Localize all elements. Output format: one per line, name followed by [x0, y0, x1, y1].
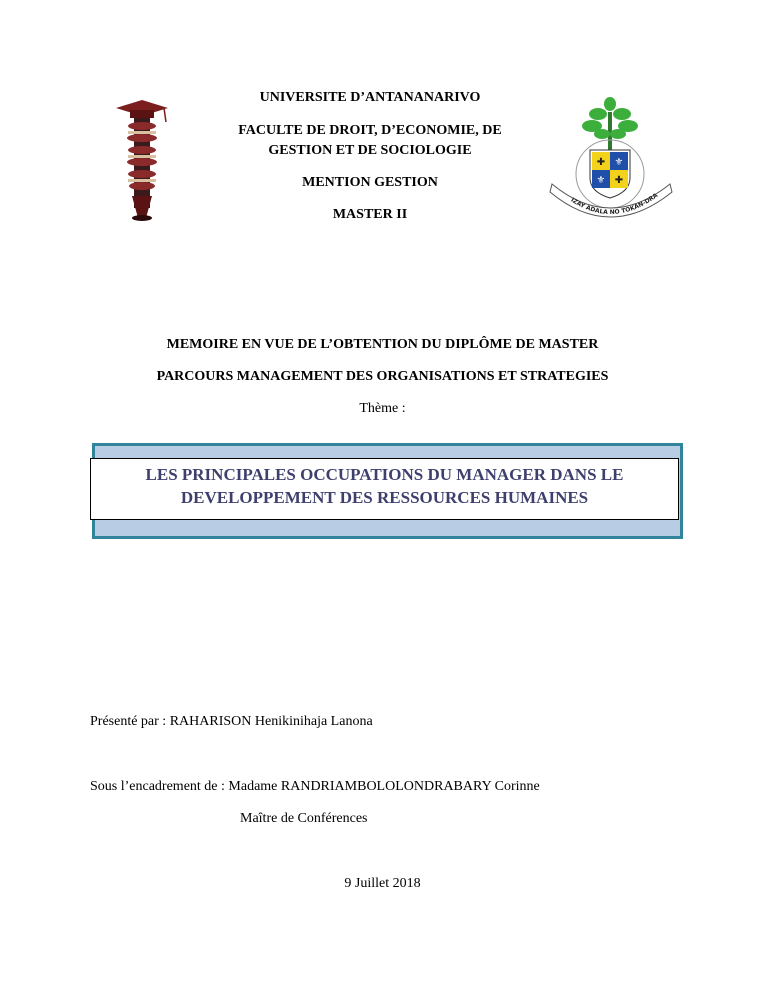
mention: MENTION GESTION [302, 175, 438, 190]
theme-title-line1: LES PRINCIPALES OCCUPATIONS DU MANAGER DANS LE [145, 465, 624, 484]
level: MASTER II [332, 207, 408, 222]
supervision: Sous l’encadrement de : Madame RANDRIAMBOLOLONDRABARY Corinne [90, 779, 540, 794]
theme-title-line2: DEVELOPPEMENT DES RESSOURCES HUMAINES [180, 488, 589, 507]
university-name: UNIVERSITE D’ANTANANARIVO [259, 90, 481, 105]
faculty-name-line1: FACULTE DE DROIT, D’ECONOMIE, DE [238, 123, 502, 138]
supervisor-title: Maître de Conférences [240, 811, 368, 826]
parcours-title: PARCOURS MANAGEMENT DES ORGANISATIONS ET STRATEGIES [156, 369, 609, 384]
university-emblem-icon [108, 96, 176, 222]
date: 9 Juillet 2018 [344, 876, 421, 891]
svg-text:⚜: ⚜ [596, 175, 606, 186]
theme-title [92, 463, 677, 509]
svg-text:⚜: ⚜ [614, 157, 624, 168]
svg-text:IZAY ADALA NO TOKAN-DRAHY: IZAY ADALA NO TOKAN-DRA [569, 191, 660, 217]
theme-label: Thème : [359, 401, 406, 416]
svg-text:✚: ✚ [596, 157, 606, 168]
presented-by: Présenté par : RAHARISON Henikinihaja Lanona [90, 714, 373, 729]
svg-text:✚: ✚ [614, 175, 624, 186]
faculty-name-line2: GESTION ET DE SOCIOLOGIE [268, 143, 472, 158]
faculty-crest-icon [546, 92, 676, 230]
memoire-title: MEMOIRE EN VUE DE L’OBTENTION DU DIPLÔME DE MASTER [166, 337, 599, 352]
